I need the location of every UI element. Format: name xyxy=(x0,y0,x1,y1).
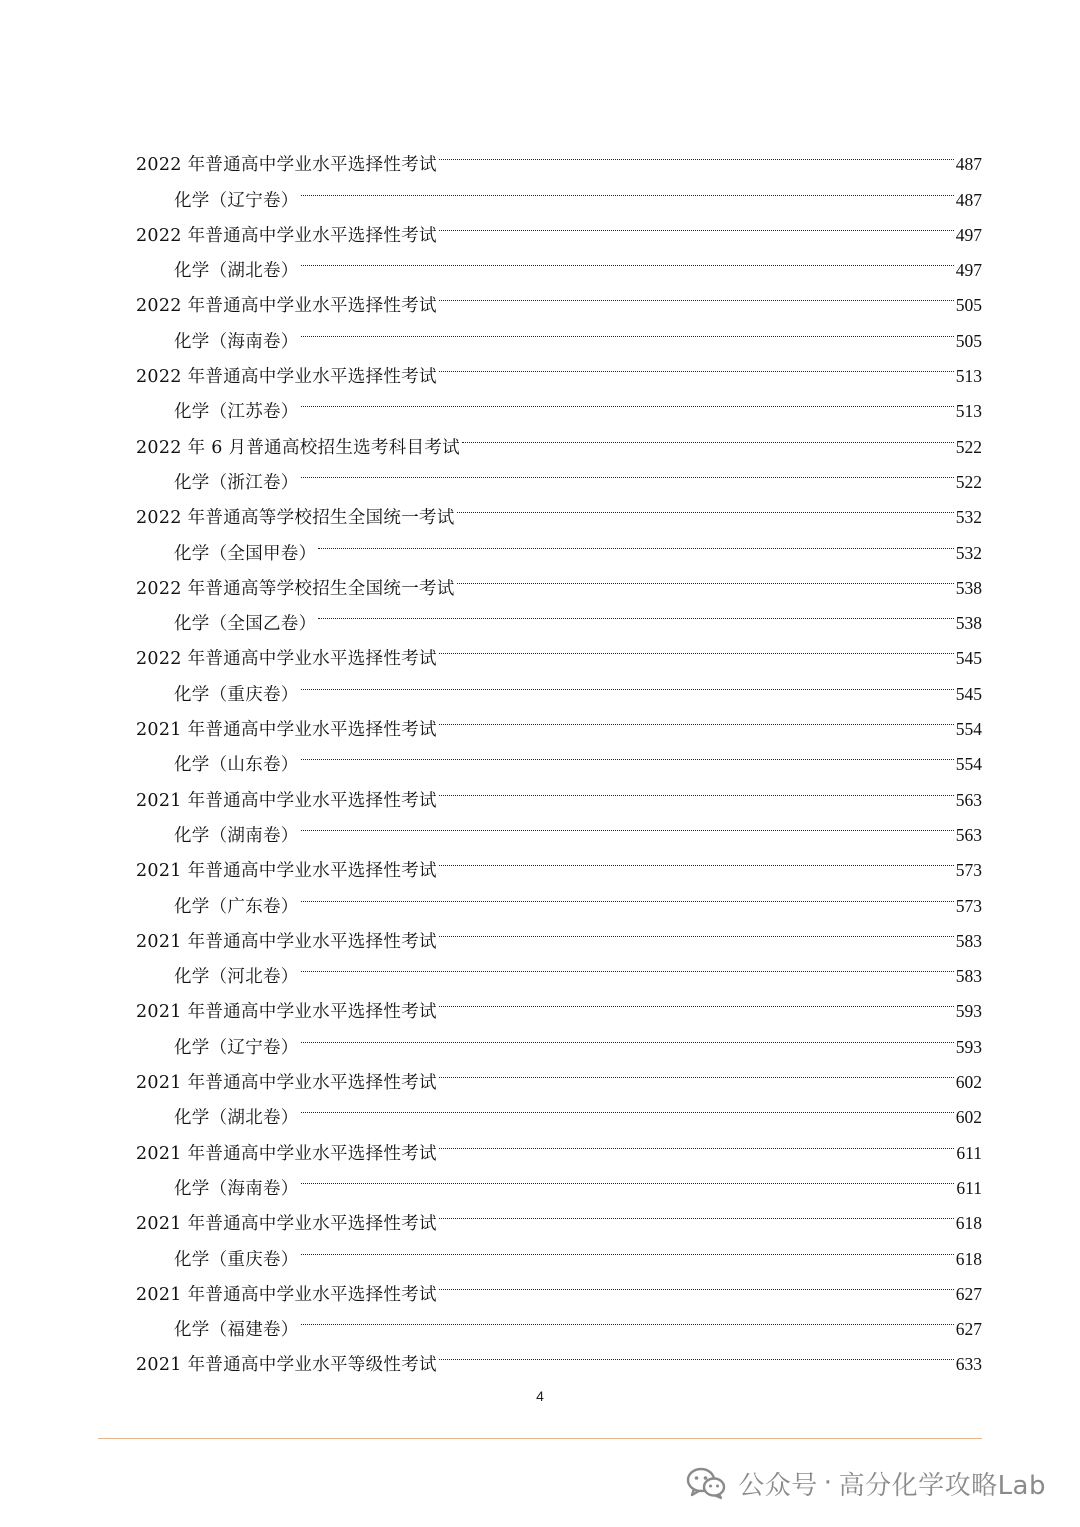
toc-entry-page: 627 xyxy=(955,1283,982,1304)
toc-entry-title: 化学（江苏卷） xyxy=(174,402,299,423)
toc-entry-title: 化学（广东卷） xyxy=(174,896,299,917)
toc-dot-leader xyxy=(301,735,954,770)
toc-entry-title: 2022 年普通高中学业水平选择性考试 xyxy=(136,367,437,388)
toc-dot-leader xyxy=(301,947,954,982)
toc-entry-page: 538 xyxy=(955,577,982,598)
toc-dot-leader xyxy=(301,453,954,488)
wechat-icon xyxy=(686,1466,726,1500)
toc-dot-leader xyxy=(301,1229,954,1264)
toc-dot-leader xyxy=(462,417,954,452)
toc-dot-leader xyxy=(439,700,954,735)
toc-dot-leader xyxy=(439,1265,954,1300)
toc-dot-leader xyxy=(439,629,954,664)
table-of-contents xyxy=(136,135,982,1376)
toc-entry-title: 化学（山东卷） xyxy=(174,755,299,776)
toc-dot-leader xyxy=(301,1017,954,1052)
toc-entry-title: 化学（重庆卷） xyxy=(174,1249,299,1270)
toc-entry-title: 2021 年普通高中学业水平等级性考试 xyxy=(136,1355,437,1376)
watermark-label: 公众号 xyxy=(738,1470,818,1501)
toc-entry-page: 618 xyxy=(955,1213,982,1234)
toc-entry-page: 618 xyxy=(955,1248,982,1269)
toc-entry-page: 532 xyxy=(955,542,982,563)
toc-entry-page: 573 xyxy=(955,860,982,881)
toc-entry-title: 2021 年普通高中学业水平选择性考试 xyxy=(136,1002,437,1023)
toc-entry-page: 563 xyxy=(955,824,982,845)
toc-dot-leader xyxy=(439,770,954,805)
toc-entry[interactable] xyxy=(136,135,982,176)
toc-dot-leader xyxy=(301,1300,954,1335)
toc-entry-page: 593 xyxy=(955,1036,982,1057)
toc-dot-leader xyxy=(301,1159,955,1194)
toc-entry-title: 2022 年普通高中学业水平选择性考试 xyxy=(136,225,437,246)
toc-entry-title: 2022 年普通高中学业水平选择性考试 xyxy=(136,296,437,317)
toc-entry-title: 2021 年普通高中学业水平选择性考试 xyxy=(136,720,437,741)
toc-entry-page: 583 xyxy=(955,966,982,987)
toc-dot-leader xyxy=(439,912,954,947)
toc-entry-title: 化学（全国乙卷） xyxy=(174,614,317,635)
toc-entry-page: 563 xyxy=(955,789,982,810)
toc-entry-page: 593 xyxy=(955,1001,982,1022)
toc-dot-leader xyxy=(439,206,954,241)
toc-entry-title: 2021 年普通高中学业水平选择性考试 xyxy=(136,861,437,882)
toc-dot-leader xyxy=(301,311,954,346)
toc-dot-leader xyxy=(301,1088,954,1123)
toc-dot-leader xyxy=(439,1123,955,1158)
toc-dot-leader xyxy=(439,276,954,311)
toc-entry-page: 497 xyxy=(955,260,982,281)
watermark-account: 高分化学攻略Lab xyxy=(838,1470,1046,1501)
toc-entry-title: 2022 年普通高中学业水平选择性考试 xyxy=(136,155,437,176)
toc-entry-title: 化学（辽宁卷） xyxy=(174,190,299,211)
toc-entry-page: 554 xyxy=(955,719,982,740)
toc-dot-leader xyxy=(439,135,954,170)
toc-dot-leader xyxy=(439,982,954,1017)
toc-entry-title: 2021 年普通高中学业水平选择性考试 xyxy=(136,1143,437,1164)
toc-entry-title: 化学（海南卷） xyxy=(174,331,299,352)
toc-dot-leader xyxy=(457,559,954,594)
toc-entry-page: 532 xyxy=(955,507,982,528)
toc-entry-title: 2021 年普通高中学业水平选择性考试 xyxy=(136,1214,437,1235)
page-number: 4 xyxy=(536,1388,544,1404)
toc-entry-title: 2021 年普通高中学业水平选择性考试 xyxy=(136,1073,437,1094)
toc-dot-leader xyxy=(439,347,954,382)
footer-divider xyxy=(98,1438,982,1439)
toc-entry-title: 2022 年 6 月普通高校招生选考科目考试 xyxy=(136,437,460,458)
toc-entry-page: 497 xyxy=(955,224,982,245)
toc-entry-title: 2022 年普通高等学校招生全国统一考试 xyxy=(136,508,455,529)
toc-entry-page: 633 xyxy=(955,1354,982,1375)
toc-entry-page: 513 xyxy=(955,401,982,422)
toc-entry-page: 505 xyxy=(955,330,982,351)
toc-entry-title: 化学（湖南卷） xyxy=(174,825,299,846)
toc-entry-title: 化学（全国甲卷） xyxy=(174,543,317,564)
watermark xyxy=(686,1460,1046,1506)
toc-entry-title: 2021 年普通高中学业水平选择性考试 xyxy=(136,931,437,952)
toc-entry-title: 化学（浙江卷） xyxy=(174,472,299,493)
toc-entry-page: 602 xyxy=(955,1107,982,1128)
toc-entry-page: 583 xyxy=(955,930,982,951)
toc-entry-title: 化学（湖北卷） xyxy=(174,261,299,282)
toc-dot-leader xyxy=(301,876,954,911)
toc-entry-page: 611 xyxy=(956,1142,982,1163)
toc-entry-page: 627 xyxy=(955,1319,982,1340)
toc-entry-title: 化学（重庆卷） xyxy=(174,684,299,705)
toc-entry-page: 513 xyxy=(955,366,982,387)
toc-entry-page: 487 xyxy=(955,154,982,175)
toc-entry-page: 505 xyxy=(955,295,982,316)
toc-entry-page: 487 xyxy=(955,189,982,210)
toc-dot-leader xyxy=(457,488,954,523)
toc-entry-title: 2021 年普通高中学业水平选择性考试 xyxy=(136,1284,437,1305)
toc-dot-leader xyxy=(439,1194,954,1229)
toc-dot-leader xyxy=(439,841,954,876)
toc-entry-page: 545 xyxy=(955,683,982,704)
toc-entry-title: 化学（河北卷） xyxy=(174,967,299,988)
toc-entry-title: 化学（辽宁卷） xyxy=(174,1037,299,1058)
toc-entry-title: 2022 年普通高等学校招生全国统一考试 xyxy=(136,578,455,599)
toc-entry-title: 化学（湖北卷） xyxy=(174,1108,299,1129)
toc-dot-leader xyxy=(318,523,953,558)
toc-dot-leader xyxy=(301,241,954,276)
watermark-separator: · xyxy=(823,1468,833,1498)
toc-entry-page: 522 xyxy=(955,471,982,492)
toc-entry-title: 2021 年普通高中学业水平选择性考试 xyxy=(136,790,437,811)
toc-dot-leader xyxy=(318,594,953,629)
toc-dot-leader xyxy=(439,1335,954,1370)
toc-dot-leader xyxy=(439,1053,954,1088)
toc-entry-title: 2022 年普通高中学业水平选择性考试 xyxy=(136,649,437,670)
toc-entry-title: 化学（海南卷） xyxy=(174,1178,299,1199)
toc-entry-page: 554 xyxy=(955,754,982,775)
toc-entry-title: 化学（福建卷） xyxy=(174,1320,299,1341)
toc-dot-leader xyxy=(301,170,954,205)
toc-entry-page: 522 xyxy=(955,436,982,457)
toc-dot-leader xyxy=(301,806,954,841)
toc-dot-leader xyxy=(301,664,954,699)
toc-entry-page: 538 xyxy=(955,613,982,634)
toc-dot-leader xyxy=(301,382,954,417)
toc-entry-page: 573 xyxy=(955,895,982,916)
toc-entry-page: 545 xyxy=(955,648,982,669)
toc-entry-page: 611 xyxy=(956,1177,982,1198)
toc-entry-page: 602 xyxy=(955,1072,982,1093)
